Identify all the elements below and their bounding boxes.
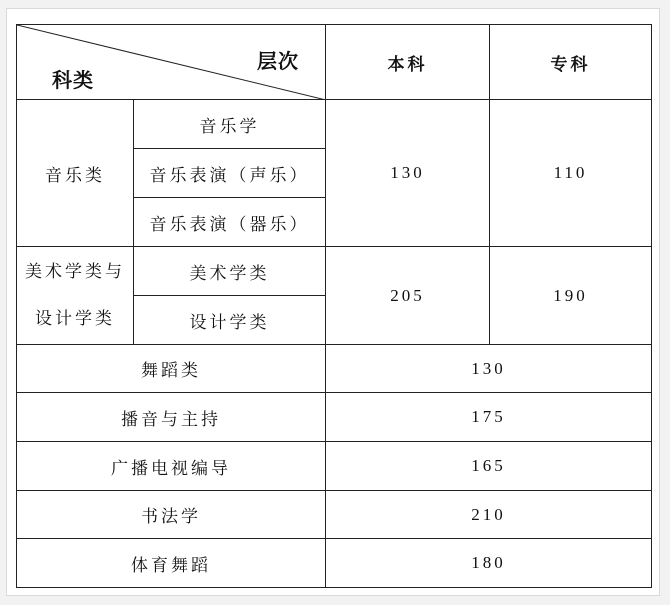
score-table xyxy=(16,24,652,588)
table-row xyxy=(17,247,652,296)
document-sheet xyxy=(6,8,660,596)
subcategory-cell: 音乐表演（声乐） xyxy=(134,149,326,198)
table-row xyxy=(17,442,652,491)
header-zhuanke: 专科 xyxy=(490,25,652,100)
subcategory-cell: 美术学类 xyxy=(134,247,326,296)
corner-label-category: 科类 xyxy=(52,68,94,92)
row-value: 180 xyxy=(326,539,652,588)
row-label: 广播电视编导 xyxy=(17,442,326,491)
category-art xyxy=(17,247,134,345)
corner-header-cell xyxy=(17,25,326,100)
value-benke-music: 130 xyxy=(326,100,490,247)
value-benke-art: 205 xyxy=(326,247,490,345)
value-zhuanke-music: 110 xyxy=(490,100,652,247)
value-zhuanke-art: 190 xyxy=(490,247,652,345)
row-value: 175 xyxy=(326,393,652,442)
table-row xyxy=(17,345,652,393)
subcategory-cell: 设计学类 xyxy=(134,296,326,345)
row-value: 165 xyxy=(326,442,652,491)
subcategory-cell: 音乐表演（器乐） xyxy=(134,198,326,247)
row-label: 播音与主持 xyxy=(17,393,326,442)
row-label: 舞蹈类 xyxy=(17,345,326,393)
category-art-line1: 美术学类与 xyxy=(25,261,125,282)
table-row xyxy=(17,393,652,442)
table-row xyxy=(17,491,652,539)
table-row xyxy=(17,100,652,149)
table-row xyxy=(17,539,652,588)
header-row xyxy=(17,25,652,100)
row-value: 130 xyxy=(326,345,652,393)
subcategory-cell: 音乐学 xyxy=(134,100,326,149)
row-value: 210 xyxy=(326,491,652,539)
category-art-line2: 设计学类 xyxy=(35,308,115,329)
row-label: 书法学 xyxy=(17,491,326,539)
category-music: 音乐类 xyxy=(17,100,134,247)
corner-label-level: 层次 xyxy=(257,49,299,73)
row-label: 体育舞蹈 xyxy=(17,539,326,588)
header-benke: 本科 xyxy=(326,25,490,100)
